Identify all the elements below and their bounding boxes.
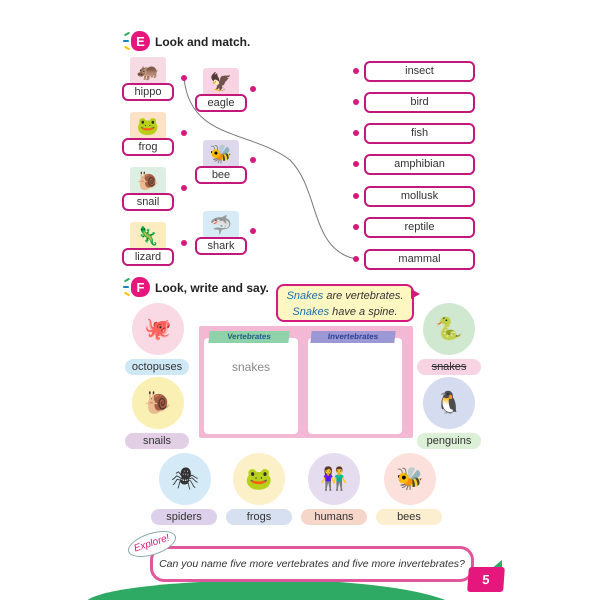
frog-icon: 🐸 [233,453,285,505]
snail-icon: 🐌 [130,167,166,195]
section-e-title: Look and match. [155,35,251,49]
match-dot-mammal[interactable] [353,256,359,262]
match-dot-bird[interactable] [353,99,359,105]
match-dot-hippo[interactable] [181,75,187,81]
classification-table [199,326,413,438]
snail-icon: 🐌 [132,377,184,429]
eagle-icon: 🦅 [203,68,239,96]
shark-icon: 🦈 [203,211,239,239]
word-penguins[interactable]: penguins [417,433,481,449]
green-hill-decoration [85,580,465,600]
animal-card-frog[interactable]: 🐸 frog [122,112,174,156]
word-spiders[interactable]: spiders [151,509,217,525]
vertebrates-header: Vertebrates [208,331,289,343]
match-dot-snail[interactable] [181,185,187,191]
vertebrates-entry: snakes [231,360,271,374]
match-dot-bee[interactable] [250,157,256,163]
invertebrates-header: Invertebrates [310,331,395,343]
animal-card-snail[interactable]: 🐌 snail [122,167,174,211]
word-bees[interactable]: bees [376,509,442,525]
category-mammal[interactable]: mammal [364,249,475,270]
match-dot-insect[interactable] [353,68,359,74]
section-f-title: Look, write and say. [155,281,269,295]
match-dot-mollusk[interactable] [353,193,359,199]
explore-question: Can you name five more vertebrates and five more invertebrates? [159,558,465,570]
animal-card-hippo[interactable]: 🦛 hippo [122,57,174,101]
match-dot-reptile[interactable] [353,224,359,230]
word-octopuses[interactable]: octopuses [125,359,189,375]
explore-tag: Explore! [125,526,179,562]
explore-box [150,546,474,582]
humans-icon: 👫 [308,453,360,505]
word-frogs[interactable]: frogs [226,509,292,525]
penguin-icon: 🐧 [423,377,475,429]
category-insect[interactable]: insect [364,61,475,82]
animal-card-bee[interactable]: 🐝 bee [195,140,247,184]
section-e-badge: E [127,31,149,53]
section-f-badge: F [127,277,149,299]
speech-bubble: Snakes are vertebrates. Snakes have a spine. [276,284,414,322]
snake-icon: 🐍 [423,303,475,355]
lizard-icon: 🦎 [130,222,166,250]
invertebrates-column[interactable] [308,338,402,434]
match-dot-frog[interactable] [181,130,187,136]
bubble-tail [411,289,420,299]
category-amphibian[interactable]: amphibian [364,154,475,175]
match-dot-amphibian[interactable] [353,161,359,167]
spider-icon: 🕷 [159,453,211,505]
frog-icon: 🐸 [130,112,166,140]
animal-card-lizard[interactable]: 🦎 lizard [122,222,174,266]
match-dot-shark[interactable] [250,228,256,234]
animal-card-eagle[interactable]: 🦅 eagle [195,68,247,112]
octopus-icon: 🐙 [132,303,184,355]
word-snakes[interactable]: snakes [417,359,481,375]
category-bird[interactable]: bird [364,92,475,113]
bee-icon: 🐝 [203,140,239,168]
word-humans[interactable]: humans [301,509,367,525]
hippo-icon: 🦛 [130,57,166,85]
section-f-header [127,277,269,299]
animal-card-shark[interactable]: 🦈 shark [195,211,247,255]
bee-icon: 🐝 [384,453,436,505]
vertebrates-column[interactable] [204,338,298,434]
match-dot-lizard[interactable] [181,240,187,246]
category-fish[interactable]: fish [364,123,475,144]
match-dot-eagle[interactable] [250,86,256,92]
match-dot-fish[interactable] [353,130,359,136]
category-reptile[interactable]: reptile [364,217,475,238]
category-mollusk[interactable]: mollusk [364,186,475,207]
word-snails[interactable]: snails [125,433,189,449]
page-number: 5 [467,567,505,592]
section-e-header [127,31,250,53]
